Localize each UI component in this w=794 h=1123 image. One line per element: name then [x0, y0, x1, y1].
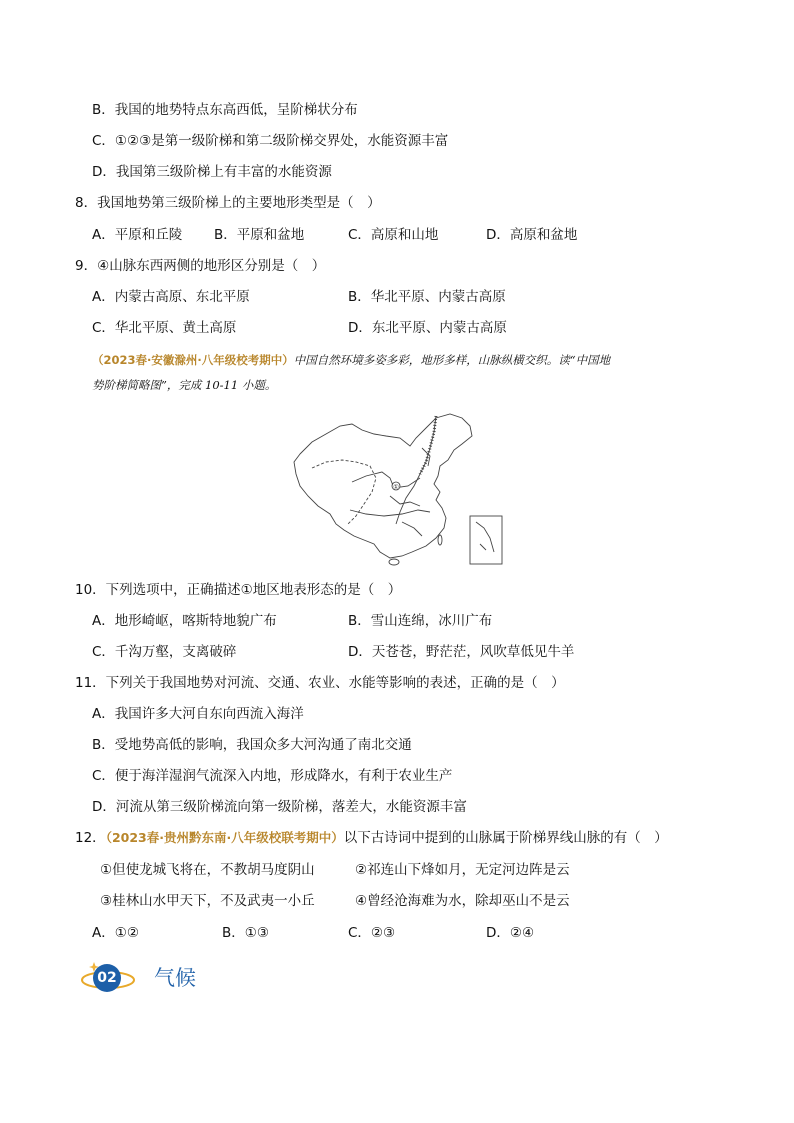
q10-stem: 10．下列选项中，正确描述①地区地表形态的是（ ）	[75, 582, 402, 598]
q8-option-c: C．高原和山地	[348, 227, 439, 243]
q12-poem-3: ③桂林山水甲天下，不及武夷一小丘	[100, 893, 315, 909]
q12-stem-line	[75, 829, 668, 847]
q7-option-c: C．①②③是第一级阶梯和第二级阶梯交界处，水能资源丰富	[92, 133, 449, 149]
yangtze-river	[350, 510, 430, 516]
q8-option-a: A．平原和丘陵	[92, 227, 183, 243]
step-line-2	[396, 416, 436, 524]
q12-poem-2: ②祁连山下烽如月，无定河边阵是云	[355, 862, 570, 878]
intro-line-1	[92, 351, 610, 369]
q12-poem-1: ①但使龙城飞将在，不教胡马度阴山	[100, 862, 315, 878]
intro-text-2: 势阶梯简略图”，完成 10-11 小题。	[92, 378, 277, 392]
q9-option-d: D．东北平原、内蒙古高原	[348, 320, 507, 336]
q8-option-d: D．高原和盆地	[486, 227, 578, 243]
map-label-1: ①	[393, 483, 399, 491]
china-outline	[294, 414, 472, 558]
q12-option-a: A．①②	[92, 925, 139, 941]
q12-option-b: B．①③	[222, 925, 269, 941]
q8-option-b: B．平原和盆地	[214, 227, 305, 243]
q9-option-b: B．华北平原、内蒙古高原	[348, 289, 506, 305]
q12-option-c: C．②③	[348, 925, 396, 941]
section-number: 02	[93, 964, 121, 992]
section-title: 气候	[154, 966, 196, 990]
q10-option-c: C．千沟万壑，支离破碎	[92, 644, 237, 660]
q11-option-d: D．河流从第三级阶梯流向第一级阶梯，落差大，水能资源丰富	[92, 799, 467, 815]
yellow-river	[352, 472, 420, 488]
q7-option-d: D．我国第三级阶梯上有丰富的水能资源	[92, 164, 332, 180]
south-china-sea-inset	[470, 516, 502, 564]
q11-stem: 11．下列关于我国地势对河流、交通、农业、水能等影响的表述，正确的是（ ）	[75, 675, 565, 691]
q10-option-d: D．天苍苍，野茫茫，风吹草低见牛羊	[348, 644, 575, 660]
china-terrain-map	[290, 412, 504, 568]
q7-option-b: B．我国的地势特点东高西低，呈阶梯状分布	[92, 102, 358, 118]
q9-option-c: C．华北平原、黄土高原	[92, 320, 237, 336]
q11-option-b: B．受地势高低的影响，我国众多大河沟通了南北交通	[92, 737, 412, 753]
intro-source: （2023春·安徽滁州·八年级校考期中）	[92, 353, 294, 367]
q12-option-d: D．②④	[486, 925, 535, 941]
q9-option-a: A．内蒙古高原、东北平原	[92, 289, 250, 305]
q12-stem: 以下古诗词中提到的山脉属于阶梯界线山脉的有（ ）	[343, 830, 668, 846]
q12-number: 12．	[75, 830, 106, 846]
q12-source: （2023春·贵州黔东南·八年级校联考期中）	[105, 830, 344, 845]
q11-option-a: A．我国许多大河自东向西流入海洋	[92, 706, 304, 722]
q9-stem: 9．④山脉东西两侧的地形区分别是（ ）	[75, 258, 326, 274]
q10-option-b: B．雪山连绵，冰川广布	[348, 613, 493, 629]
q8-stem: 8．我国地势第三级阶梯上的主要地形类型是（ ）	[75, 195, 381, 211]
intro-text-1: 中国自然环境多姿多彩，地形多样，山脉纵横交织。读“中国地	[293, 353, 611, 367]
q11-option-c: C．便于海洋湿润气流深入内地，形成降水，有利于农业生产	[92, 768, 453, 784]
q12-poem-4: ④曾经沧海难为水，除却巫山不是云	[355, 893, 570, 909]
q10-option-a: A．地形崎岖，喀斯特地貌广布	[92, 613, 277, 629]
